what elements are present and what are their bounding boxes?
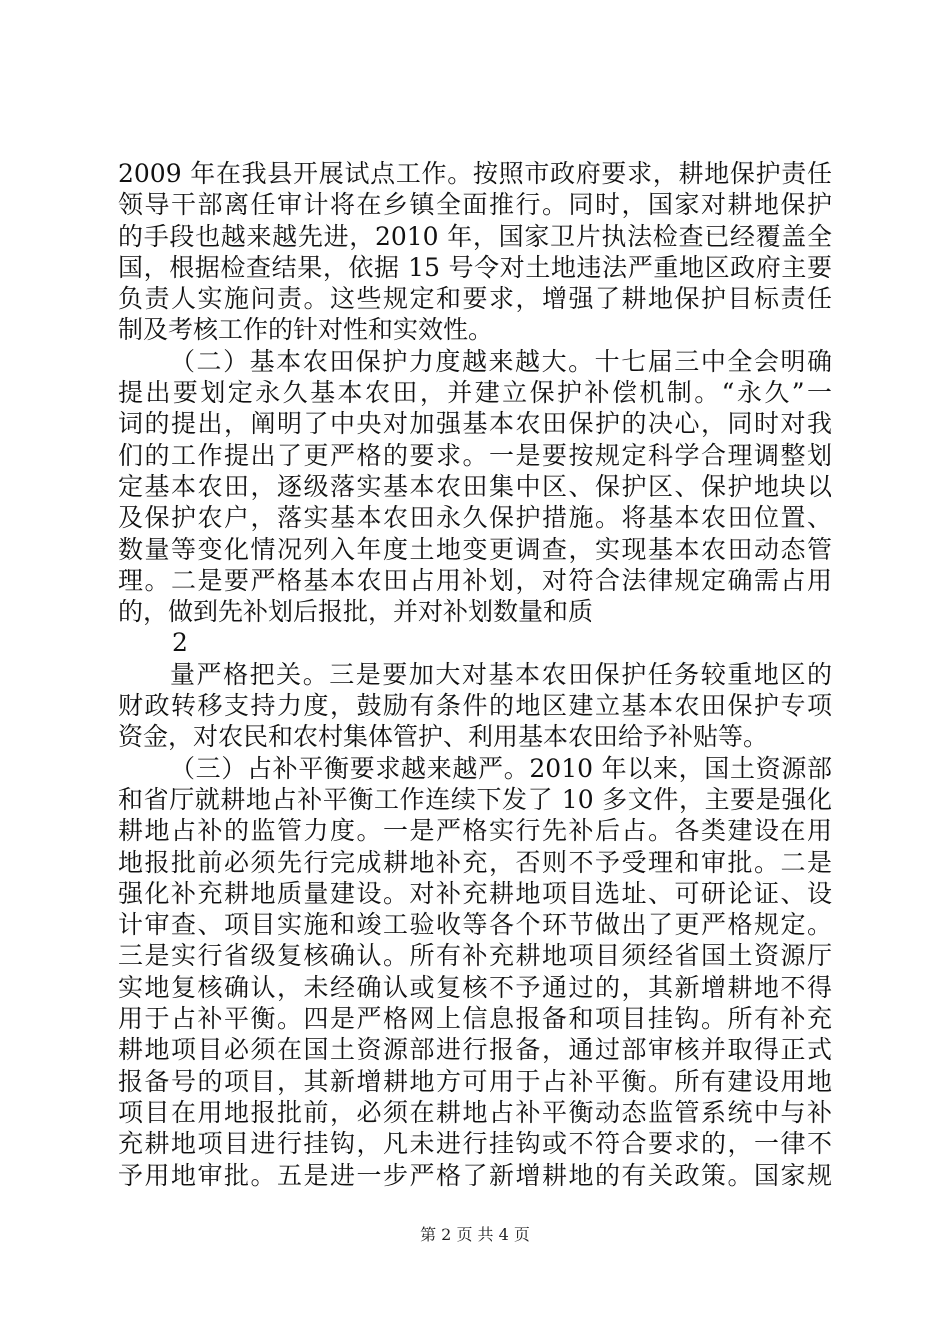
text-line: 词的提出，阐明了中央对加强基本农田保护的决心，同时对我: [118, 409, 832, 439]
text-line: 定基本农田，逐级落实基本农田集中区、保护区、保护地块以: [118, 471, 832, 501]
text-line: 予用地审批。五是进一步严格了新增耕地的有关政策。国家规: [118, 1160, 832, 1190]
text-line: 耕地项目必须在国土资源部进行报备，通过部审核并取得正式: [118, 1035, 832, 1065]
text-line: （三）占补平衡要求越来越严。2010 年以来，国土资源部: [170, 753, 832, 783]
text-line: 计审查、项目实施和竣工验收等各个环节做出了更严格规定。: [118, 910, 832, 940]
text-line: 2009 年在我县开展试点工作。按照市政府要求，耕地保护责任: [118, 159, 832, 188]
text-line: 及保护农户，落实基本农田永久保护措施。将基本农田位置、: [118, 503, 832, 533]
document-body: [118, 158, 832, 1191]
text-line: 耕地占补的监管力度。一是严格实行先补后占。各类建设在用: [118, 816, 832, 846]
page-footer: 第 2 页 共 4 页: [420, 1225, 530, 1244]
text-line: 理。二是要严格基本农田占用补划，对符合法律规定确需占用: [118, 565, 832, 595]
text-line: 财政转移支持力度，鼓励有条件的地区建立基本农田保护专项: [118, 691, 832, 721]
text-line: （二）基本农田保护力度越来越大。十七届三中全会明确: [170, 346, 832, 376]
text-line: 和省厅就耕地占补平衡工作连续下发了 10 多文件，主要是强化: [118, 784, 832, 814]
text-line: 资金，对农民和农村集体管护、利用基本农田给予补贴等。: [118, 722, 769, 752]
paragraph: [118, 659, 832, 753]
text-line: 国，根据检查结果，依据 15 号令对土地违法严重地区政府主要: [118, 252, 832, 282]
text-line: 三是实行省级复核确认。所有补充耕地项目须经省国土资源厅: [118, 941, 832, 971]
inline-page-number: 2: [172, 628, 188, 658]
text-line: 数量等变化情况列入年度土地变更调查，实现基本农田动态管: [118, 534, 832, 564]
text-line: 领导干部离任审计将在乡镇全面推行。同时，国家对耕地保护: [118, 190, 832, 220]
text-line: 实地复核确认，未经确认或复核不予通过的，其新增耕地不得: [118, 972, 832, 1002]
text-line: 的，做到先补划后报批，并对补划数量和质: [118, 597, 594, 627]
text-line: 的手段也越来越先进，2010 年，国家卫片执法检查已经覆盖全: [118, 221, 832, 251]
text-line: 们的工作提出了更严格的要求。一是要按规定科学合理调整划: [118, 440, 832, 470]
text-line: 地报批前必须先行完成耕地补充，否则不予受理和审批。二是: [118, 847, 832, 877]
text-line: 用于占补平衡。四是严格网上信息报备和项目挂钩。所有补充: [118, 1004, 832, 1034]
text-line: 量严格把关。三是要加大对基本农田保护任务较重地区的: [170, 659, 832, 689]
text-line: 项目在用地报批前，必须在耕地占补平衡动态监管系统中与补: [118, 1097, 832, 1127]
text-line: 提出要划定永久基本农田，并建立保护补偿机制。“永久”一: [118, 378, 832, 408]
text-line: 负责人实施问责。这些规定和要求，增强了耕地保护目标责任: [118, 284, 832, 314]
text-line: 报备号的项目，其新增耕地方可用于占补平衡。所有建设用地: [118, 1066, 832, 1096]
paragraph: [118, 346, 832, 628]
text-line: 强化补充耕地质量建设。对补充耕地项目选址、可研论证、设: [118, 878, 832, 908]
paragraph: [118, 158, 832, 346]
text-line: 充耕地项目进行挂钩，凡未进行挂钩或不符合要求的，一律不: [118, 1129, 832, 1159]
text-line: 制及考核工作的针对性和实效性。: [118, 315, 494, 345]
paragraph: [118, 753, 832, 1191]
